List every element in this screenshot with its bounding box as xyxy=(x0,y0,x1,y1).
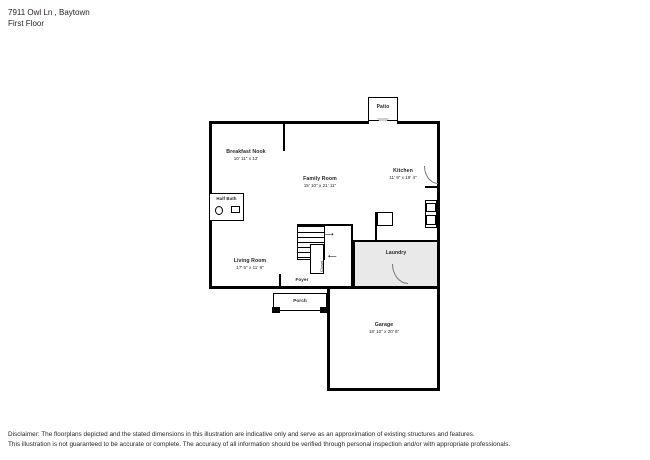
room-label-patio: Patio xyxy=(376,104,390,110)
disclaimer-line-2: This illustration is not guaranteed to be accurate or complete. The accuracy of all information should be verified through personal inspection and/or with appropriate professionals. xyxy=(8,441,511,449)
room-label-living-room: Living Room 17' 5" x 11' 9" xyxy=(233,258,267,270)
stair-direction-arrow-down: ⟵ xyxy=(328,254,337,260)
toilet-fixture xyxy=(215,206,223,215)
sink-fixture xyxy=(231,206,240,213)
disclaimer xyxy=(8,430,628,450)
porch-post-right xyxy=(320,307,328,313)
property-address: 7911 Owl Ln , Baytown xyxy=(8,8,90,17)
kitchen-sink-fixture xyxy=(426,215,436,225)
interior-wall-stair-top xyxy=(297,224,353,226)
room-label-breakfast-nook: Breakfast Nook 10' 11" x 12' xyxy=(226,149,266,161)
interior-wall-laundry-left xyxy=(353,242,355,287)
exterior-wall-top-left xyxy=(209,121,369,124)
interior-wall-nook-right xyxy=(283,121,285,151)
garage-wall-left xyxy=(327,286,330,391)
interior-wall-kitchen-left xyxy=(375,212,377,242)
garage-wall-bottom xyxy=(327,388,440,391)
garage-area-fill xyxy=(327,289,440,391)
room-label-foyer: Foyer xyxy=(295,277,309,282)
room-label-laundry: Laundry xyxy=(385,250,407,256)
cooktop-fixture xyxy=(426,203,436,212)
disclaimer-line-1: Disclaimer: The floorplans depicted and the stated dimensions in this illustration are indicative only and serve as an approximation of existing structures and features. xyxy=(8,431,475,439)
room-label-garage: Garage 18' 10" x 20' 6" xyxy=(368,322,400,334)
exterior-wall-top-right xyxy=(397,121,440,124)
closet-label: Closet xyxy=(319,260,324,272)
refrigerator-fixture xyxy=(377,212,393,226)
room-label-family-room: Family Room 15' 10" x 21' 11" xyxy=(303,176,337,188)
room-label-half-bath: Half Bath xyxy=(216,196,237,201)
interior-wall-stair-right xyxy=(351,224,353,287)
porch-post-left xyxy=(272,307,280,313)
exterior-wall-right-upper xyxy=(437,121,440,289)
kitchen-wall-segment xyxy=(425,186,437,188)
interior-wall-foyer-left xyxy=(279,274,281,288)
exterior-wall-bottom-mid xyxy=(327,286,440,289)
room-label-porch: Porch xyxy=(293,298,307,303)
garage-wall-right xyxy=(437,286,440,391)
stair-direction-arrow-up: ⟶ xyxy=(325,232,334,238)
room-label-kitchen: Kitchen 11' 9" x 19' 4" xyxy=(389,168,417,180)
exterior-wall-bottom-left xyxy=(209,286,327,289)
floor-label: First Floor xyxy=(8,18,44,28)
